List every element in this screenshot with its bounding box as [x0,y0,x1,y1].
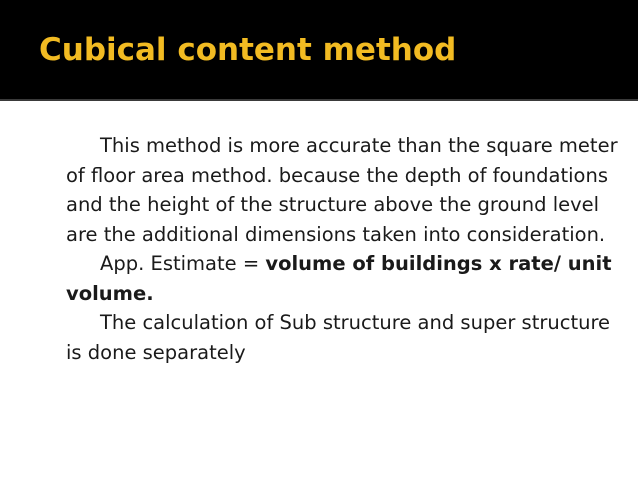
slide-body [66,131,622,367]
estimate-label: App. Estimate = [100,252,266,275]
paragraph-calculation: The calculation of Sub structure and super structure is done separately [66,311,611,364]
slide-title: Cubical content method [39,32,457,68]
paragraph-description: This method is more accurate than the square meter of floor area method. because the depth of foundations and the height of the structure above the ground level are the additional dimensions taken into consideration. [66,134,618,246]
estimate-formula: volume of buildings x rate/ unit volume. [66,252,612,305]
paragraph-estimate [66,249,622,308]
title-bar [0,0,638,101]
